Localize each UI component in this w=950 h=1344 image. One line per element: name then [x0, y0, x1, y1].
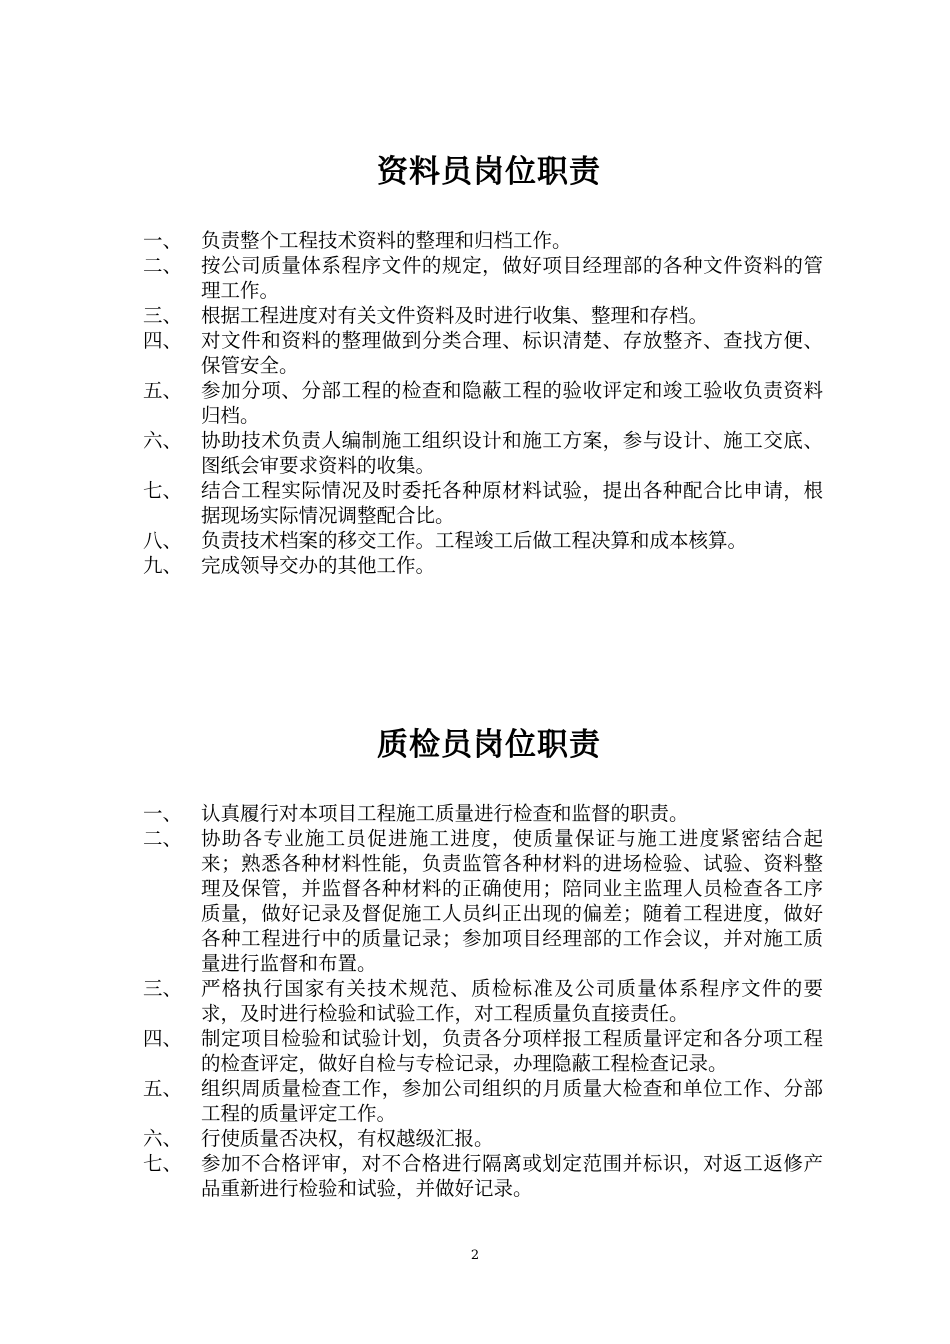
- item-number: 一、: [143, 802, 183, 825]
- item-number: 五、: [143, 1077, 183, 1100]
- item-number: 七、: [143, 479, 183, 502]
- item-number: 八、: [143, 529, 183, 552]
- item-text: 对文件和资料的整理做到分类合理、标识清楚、存放整齐、查找方便、保管安全。: [201, 329, 823, 377]
- item-number: 五、: [143, 379, 183, 402]
- item-number: 二、: [143, 827, 183, 850]
- list-item: [143, 801, 823, 826]
- item-text: 行使质量否决权，有权越级汇报。: [201, 1127, 494, 1150]
- item-number: 二、: [143, 254, 183, 277]
- list-item: [143, 1151, 823, 1201]
- page-number: 2: [470, 1248, 480, 1263]
- item-number: 三、: [143, 304, 183, 327]
- list-item: [143, 1026, 823, 1076]
- list-item: [143, 553, 823, 578]
- list-item: [143, 1126, 823, 1151]
- duty-list: [143, 228, 823, 578]
- list-item: [143, 303, 823, 328]
- section-data-clerk-duties: [143, 152, 823, 578]
- item-number: 六、: [143, 429, 183, 452]
- list-item: [143, 976, 823, 1026]
- item-text: 参加不合格评审，对不合格进行隔离或划定范围并标识，对返工返修产品重新进行检验和试验，并做好记录。: [201, 1152, 823, 1200]
- section-title: 资料员岗位职责: [377, 154, 601, 190]
- item-text: 负责技术档案的移交工作。工程竣工后做工程决算和成本核算。: [201, 529, 748, 552]
- item-text: 根据工程进度对有关文件资料及时进行收集、整理和存档。: [201, 304, 709, 327]
- list-item: [143, 328, 823, 378]
- item-text: 协助各专业施工员促进施工进度，使质量保证与施工进度紧密结合起来；熟悉各种材料性能，负责监管各种材料的进场检验、试验、资料整理及保管，并监督各种材料的正确使用；陪同业主监理人员检查各工序质量，做好记录及督促施工人员纠正出现的偏差；随着工程进度，做好各种工程进行中的质量记录；参加项目经理部的工作会议，并对施工质量进行监督和布置。: [201, 827, 823, 975]
- duty-list: [143, 801, 823, 1201]
- item-text: 严格执行国家有关技术规范、质检标准及公司质量体系程序文件的要求，及时进行检验和试验工作，对工程质量负直接责任。: [201, 977, 823, 1025]
- item-text: 认真履行对本项目工程施工质量进行检查和监督的职责。: [201, 802, 689, 825]
- item-text: 参加分项、分部工程的检查和隐蔽工程的验收评定和竣工验收负责资料归档。: [201, 379, 823, 427]
- section-quality-inspector-duties: [143, 725, 823, 1201]
- item-number: 一、: [143, 229, 183, 252]
- item-text: 完成领导交办的其他工作。: [201, 554, 436, 577]
- item-number: 三、: [143, 977, 183, 1000]
- list-item: [143, 253, 823, 303]
- section-title: 质检员岗位职责: [377, 727, 601, 763]
- list-item: [143, 528, 823, 553]
- list-item: [143, 478, 823, 528]
- item-number: 七、: [143, 1152, 183, 1175]
- item-text: 制定项目检验和试验计划，负责各分项样报工程质量评定和各分项工程的检查评定，做好自检与专检记录，办理隐蔽工程检查记录。: [201, 1027, 823, 1075]
- item-text: 负责整个工程技术资料的整理和归档工作。: [201, 229, 572, 252]
- list-item: [143, 1076, 823, 1126]
- item-text: 结合工程实际情况及时委托各种原材料试验，提出各种配合比申请，根据现场实际情况调整配合比。: [201, 479, 823, 527]
- list-item: [143, 378, 823, 428]
- item-number: 四、: [143, 1027, 183, 1050]
- item-text: 按公司质量体系程序文件的规定，做好项目经理部的各种文件资料的管理工作。: [201, 254, 823, 302]
- item-text: 组织周质量检查工作，参加公司组织的月质量大检查和单位工作、分部工程的质量评定工作。: [201, 1077, 823, 1125]
- item-number: 九、: [143, 554, 183, 577]
- item-number: 六、: [143, 1127, 183, 1150]
- list-item: [143, 428, 823, 478]
- item-number: 四、: [143, 329, 183, 352]
- list-item: [143, 228, 823, 253]
- item-text: 协助技术负责人编制施工组织设计和施工方案，参与设计、施工交底、图纸会审要求资料的收集。: [201, 429, 823, 477]
- list-item: [143, 826, 823, 976]
